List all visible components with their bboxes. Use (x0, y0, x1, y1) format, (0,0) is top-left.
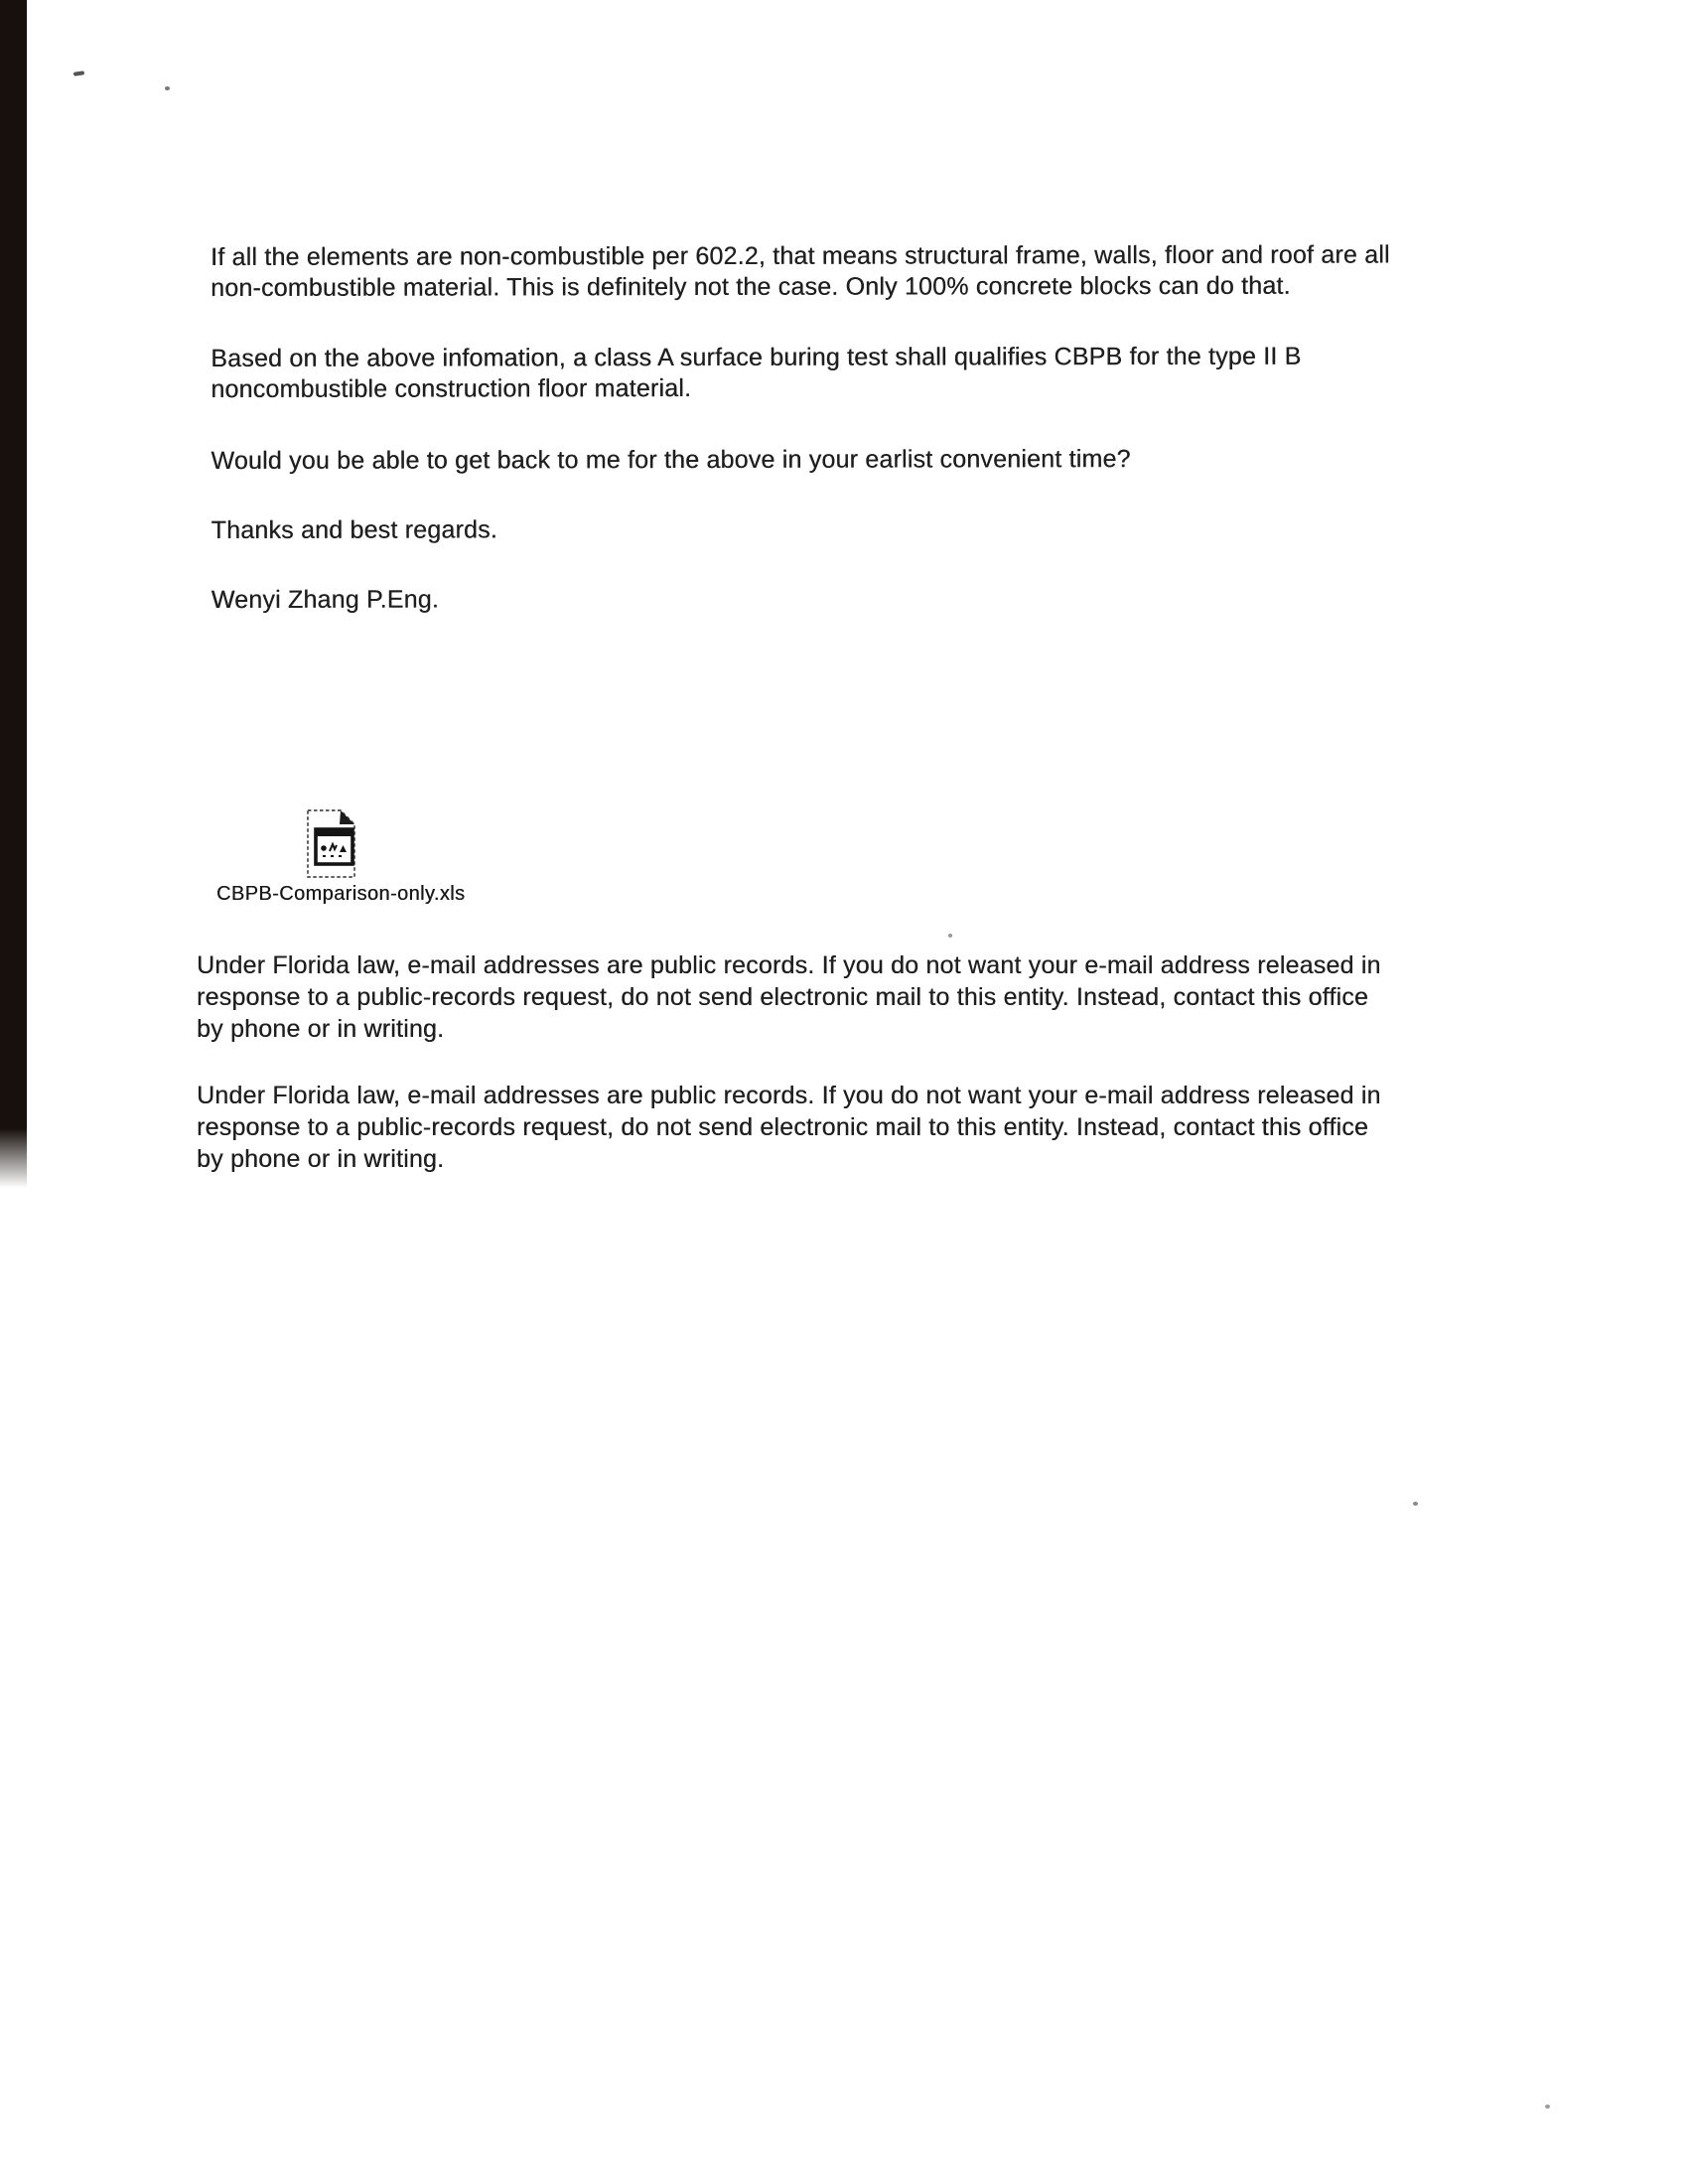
paragraph-line: Based on the above infomation, a class A surface buring test shall qualifies CBPB for the type II B (211, 342, 1302, 372)
scan-speck (1545, 2105, 1550, 2109)
paragraph-line: If all the elements are non-combustible per 602.2, that means structural frame, walls, floor and roof are all (211, 240, 1390, 271)
paragraph (211, 342, 1390, 405)
scanner-edge-bar (0, 0, 27, 1188)
disclaimer-line: response to a public-records request, do not send electronic mail to this entity. Instead, contact this office (197, 983, 1369, 1011)
signature-line (211, 583, 1391, 616)
disclaimer-line: response to a public-records request, do not send electronic mail to this entity. Instead, contact this office (197, 1113, 1369, 1141)
scan-speck (948, 934, 952, 938)
closing-line (211, 513, 1391, 546)
paragraph-line: noncombustible construction floor material. (211, 373, 692, 403)
disclaimer-line: Under Florida law, e-mail addresses are public records. If you do not want your e-mail address released in (197, 1082, 1381, 1109)
disclaimer-block-2 (197, 1080, 1381, 1175)
paragraph-line: non-combustible material. This is definitely not the case. Only 100% concrete blocks can do that. (211, 271, 1291, 302)
scan-speck (73, 71, 84, 75)
paragraph-line: Wenyi Zhang P.Eng. (211, 585, 440, 614)
email-body (211, 240, 1390, 616)
attachment-filename: CBPB-Comparison-only.xls (216, 883, 466, 905)
scan-speck (1413, 1502, 1418, 1506)
scan-speck (165, 86, 170, 90)
disclaimer-line: by phone or in writing. (197, 1145, 445, 1173)
attachment (304, 808, 361, 885)
disclaimer-line: by phone or in writing. (197, 1015, 445, 1043)
paragraph-line: Would you be able to get back to me for the above in your earlist convenient time? (211, 445, 1131, 475)
xls-file-icon (304, 808, 361, 880)
paragraph-line: Thanks and best regards. (211, 515, 497, 544)
disclaimer-line: Under Florida law, e-mail addresses are public records. If you do not want your e-mail address released in (197, 951, 1381, 979)
disclaimer-block-1 (197, 949, 1381, 1045)
paragraph (211, 240, 1390, 304)
paragraph (211, 444, 1390, 477)
